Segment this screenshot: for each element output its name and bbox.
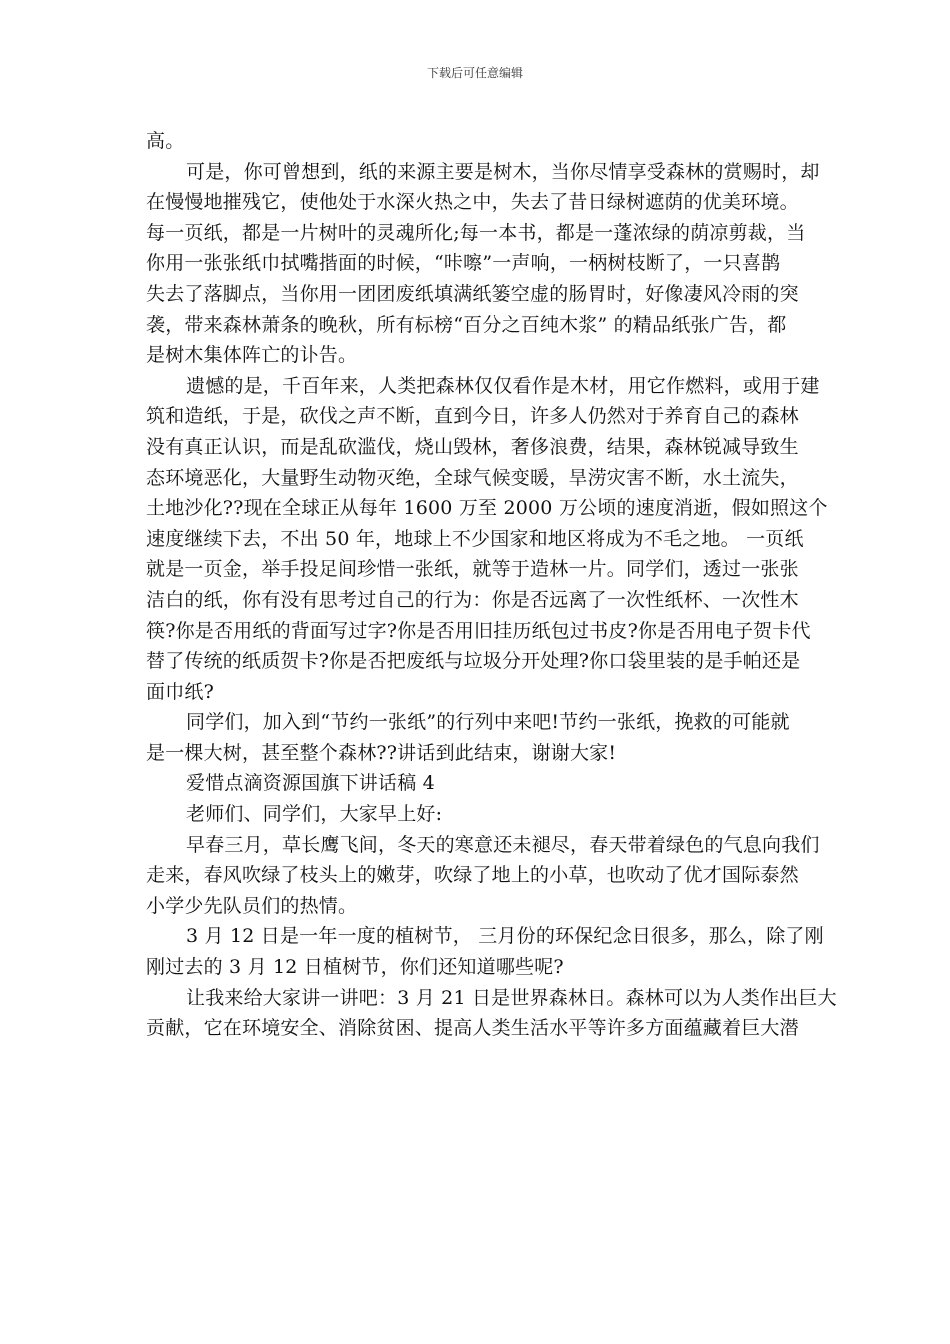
text-line: 遗憾的是，千百年来，人类把森林仅仅看作是木材，用它作燃料，或用于建 [186,374,820,397]
text-line: 走来，春风吹绿了枝头上的嫩芽，吹绿了地上的小草，也吹动了优才国际泰然 [146,864,799,887]
text-line: 就是一页金，举手投足间珍惜一张纸，就等于造林一片。同学们，透过一张张 [146,558,799,581]
text-line: 每一页纸，都是一片树叶的灵魂所化;每一本书，都是一蓬浓绿的荫凉剪裁，当 [146,221,806,244]
text-line: 失去了落脚点，当你用一团团废纸填满纸篓空虚的肠胃时，好像凄风冷雨的突 [146,282,799,305]
text-line: 在慢慢地摧残它，使他处于水深火热之中，失去了昔日绿树遮荫的优美环境。 [146,191,799,214]
text-line: 替了传统的纸质贺卡?你是否把废纸与垃圾分开处理?你口袋里装的是手帕还是 [146,650,801,673]
section-title: 爱惜点滴资源国旗下讲话稿 4 [186,772,435,795]
text-line: 速度继续下去，不出 50 年，地球上不少国家和地区将成为不毛之地。 一页纸 [146,527,804,550]
text-line: 筑和造纸，于是，砍伐之声不断，直到今日，许多人仍然对于养育自己的森林 [146,405,799,428]
text-line: 可是，你可曾想到，纸的来源主要是树木，当你尽情享受森林的赏赐时，却 [186,160,820,183]
text-line: 3 月 12 日是一年一度的植树节， 三月份的环保纪念日很多，那么，除了刚 [186,925,824,948]
text-line: 是树木集体阵亡的讣告。 [146,344,358,367]
text-line: 让我来给大家讲一讲吧：3 月 21 日是世界森林日。森林可以为人类作出巨大 [186,986,837,1009]
text-line: 贡献，它在环境安全、消除贫困、提高人类生活水平等许多方面蕴藏着巨大潜 [146,1017,799,1040]
greeting-line: 老师们、同学们，大家早上好: [186,803,443,826]
text-line: 你用一张张纸巾拭嘴揩面的时候，“咔嚓”一声响，一柄树枝断了，一只喜鹊 [146,252,781,275]
text-line: 筷?你是否用纸的背面写过字?你是否用旧挂历纸包过书皮?你是否用电子贺卡代 [146,619,811,642]
text-line: 小学少先队员们的热情。 [146,894,358,917]
text-line: 同学们，加入到“节约一张纸”的行列中来吧!节约一张纸，挽救的可能就 [186,711,790,734]
document-body [146,126,837,1044]
text-line: 袭，带来森林萧条的晚秋，所有标榜“百分之百纯木浆” 的精品纸张广告，都 [146,313,787,336]
text-line: 态环境恶化，大量野生动物灭绝，全球气候变暖，旱涝灾害不断，水土流失， [146,466,799,489]
text-line: 没有真正认识，而是乱砍滥伐，烧山毁林，奢侈浪费，结果，森林锐减导致生 [146,435,799,458]
text-line: 高。 [146,130,185,152]
text-line: 刚过去的 3 月 12 日植树节，你们还知道哪些呢? [146,956,564,979]
text-line: 面巾纸? [146,680,214,703]
text-line: 土地沙化??现在全球正从每年 1600 万至 2000 万公顷的速度消逝，假如照这个 [146,497,828,520]
text-line: 早春三月，草长鹰飞间，冬天的寒意还未褪尽，春天带着绿色的气息向我们 [186,833,820,856]
text-line: 洁白的纸，你有没有思考过自己的行为：你是否远离了一次性纸杯、一次性木 [146,588,799,611]
text-line: 是一棵大树，甚至整个森林??讲话到此结束，谢谢大家! [146,741,617,764]
page-header: 下载后可任意编辑 [426,66,523,80]
